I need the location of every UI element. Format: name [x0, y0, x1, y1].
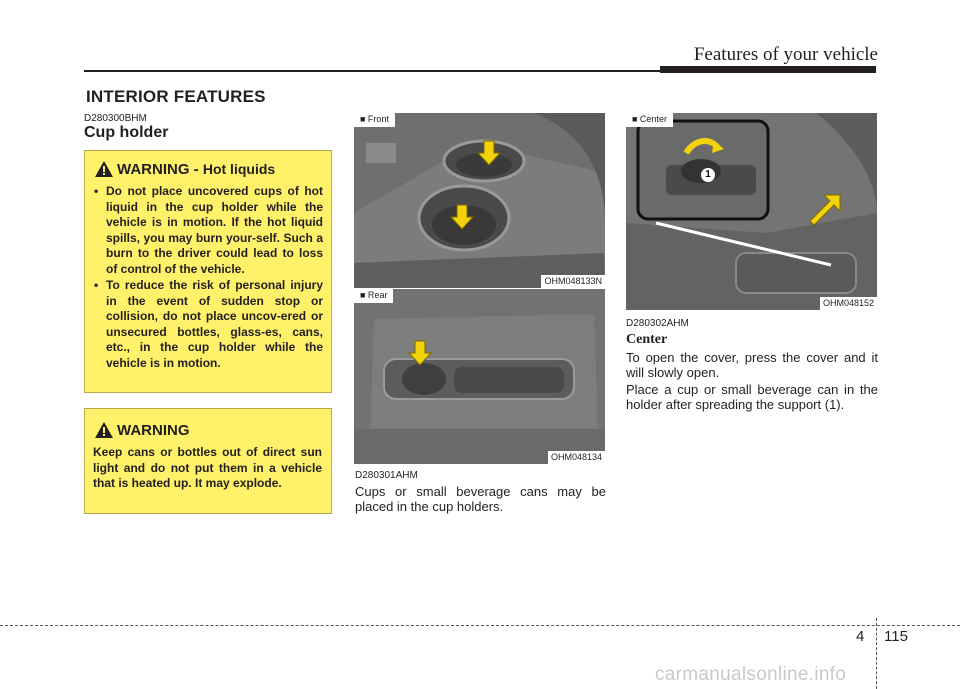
rear-image-code: OHM048134	[548, 451, 605, 464]
rear-section-code: D280301AHM	[355, 470, 418, 481]
center-console-image	[626, 113, 877, 310]
bullet-icon: •	[94, 184, 99, 198]
rear-image-tag: ■ Rear	[354, 289, 393, 303]
watermark-text: carmanualsonline.info	[655, 664, 847, 685]
warning-triangle-icon	[95, 422, 113, 438]
callout-one-marker: 1	[701, 168, 715, 182]
center-section-para-2: Place a cup or small beverage can in the holder after spreading the support (1).	[626, 382, 878, 412]
center-section-title: Center	[626, 332, 668, 347]
center-image-code: OHM048152	[820, 297, 877, 310]
warning-hot-item-text: Do not place uncovered cups of hot liquid in the cup holder while the vehicle is in motion. If the hot liquid spills, you may burn your-self. Such a burn to the driver could lead to loss of control of the vehicle.	[106, 184, 323, 276]
chapter-number: 4	[856, 628, 865, 645]
front-image-tag: ■ Front	[354, 113, 395, 127]
header-title: Features of your vehicle	[693, 44, 878, 65]
warning-hot-liquids-box	[84, 150, 332, 393]
rear-cup-holder-illustration	[354, 289, 605, 464]
warning-hot-list	[91, 184, 323, 372]
rear-cup-holder-image	[354, 289, 605, 464]
front-cup-holder-illustration	[354, 113, 605, 288]
warning-hot-item	[91, 278, 323, 371]
page-number: 115	[884, 628, 908, 645]
center-image-tag: ■ Center	[626, 113, 673, 127]
center-console-illustration	[626, 113, 877, 310]
front-image-code: OHM048133N	[541, 275, 605, 288]
cup-holder-code: D280300BHM	[84, 113, 147, 124]
warning-cans-text: Keep cans or bottles out of direct sun light and do not put them in a vehicle that is heated up. It may explode.	[93, 445, 322, 490]
warning-cans-box	[84, 408, 332, 514]
warning-hot-item	[91, 184, 323, 277]
header-rule-accent	[660, 66, 876, 73]
footer-vertical-divider	[876, 618, 877, 689]
section-title: INTERIOR FEATURES	[86, 87, 266, 106]
warning-hot-label: WARNING	[117, 161, 190, 178]
warning-hot-heading	[117, 161, 275, 178]
cup-holder-title: Cup holder	[84, 124, 169, 141]
warning-hot-subtitle: Hot liquids	[202, 161, 276, 177]
bullet-icon: •	[94, 278, 99, 292]
footer-divider	[0, 625, 960, 626]
warning-cans-label: WARNING	[117, 422, 190, 439]
warning-triangle-icon	[95, 161, 113, 177]
warning-hot-item-text: To reduce the risk of personal injury in the event of sudden stop or collision, do not place uncov-ered or unsecured bottles, glass-es, cans, etc., in the cup holder while the vehicle is in motion.	[106, 278, 323, 370]
center-section-code: D280302AHM	[626, 318, 689, 329]
rear-section-text: Cups or small beverage cans may be placed in the cup holders.	[355, 484, 606, 514]
center-section-para-1: To open the cover, press the cover and it will slowly open.	[626, 350, 878, 380]
front-cup-holder-image	[354, 113, 605, 288]
warning-hot-dash: -	[193, 161, 199, 178]
